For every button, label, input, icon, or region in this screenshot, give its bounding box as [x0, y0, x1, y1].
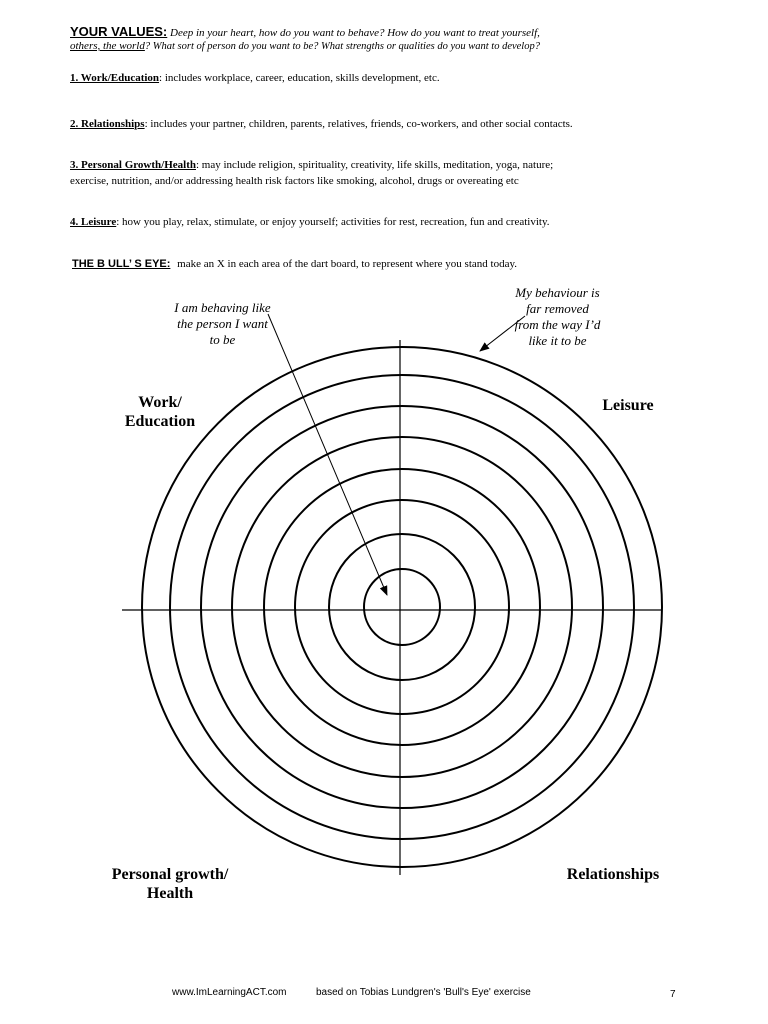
section-label: 2. Relationships: [70, 118, 145, 130]
quadrant-label-line: Leisure: [602, 397, 654, 414]
annotation-line: I am behaving like: [174, 300, 271, 315]
ring-3: [201, 406, 603, 808]
quadrant-label-line: Personal growth/: [111, 866, 229, 883]
values-question-1: Deep in your heart, how do you want to behave? How do you want to treat yourself,: [170, 27, 540, 39]
section-text-continued: exercise, nutrition, and/or addressing health risk factors like smoking, alcohol, drugs or overeating etc: [70, 175, 519, 187]
section-label: 4. Leisure: [70, 216, 117, 228]
outer-pointer-arrow: [480, 316, 525, 351]
ring-4: [232, 437, 572, 777]
footer-website: www.ImLearningACT.com: [172, 987, 287, 998]
bulls-eye-text: make an X in each area of the dart board, to represent where you stand today.: [177, 258, 517, 270]
footer-credit: based on Tobias Lundgren's 'Bull's Eye' exercise: [316, 987, 531, 998]
page-number: 7: [670, 989, 676, 1000]
annotation-line: like it to be: [528, 333, 587, 348]
quadrant-personal-growth: [90, 865, 250, 903]
center-pointer-arrow: [268, 314, 387, 595]
annotation-line: to be: [209, 332, 236, 347]
ring-7: [329, 534, 475, 680]
values-question-2-start: others, the world: [70, 40, 145, 52]
ring-1: [142, 347, 662, 867]
annotation-line: from the way I’d: [514, 317, 601, 332]
quadrant-label-line: Relationships: [566, 866, 660, 883]
annotation-line: My behaviour is: [515, 285, 600, 300]
ring-8: [364, 569, 440, 645]
section-text: : how you play, relax, stimulate, or enjoy yourself; activities for rest, recreation, fun and creativity.: [116, 216, 550, 228]
values-title: YOUR VALUES:: [70, 24, 168, 39]
ring-5: [264, 469, 540, 745]
section-label: 1. Work/Education: [70, 72, 160, 84]
bulls-eye-label: THE B ULL’ S EYE:: [72, 258, 171, 270]
quadrant-relationships: [553, 865, 673, 884]
quadrant-work-education: [100, 393, 220, 431]
annotation-line: the person I want: [177, 316, 268, 331]
quadrant-label-line: Education: [124, 413, 196, 430]
ring-6: [295, 500, 509, 714]
quadrant-label-line: Work/: [138, 394, 182, 411]
quadrant-label-line: Health: [146, 885, 194, 902]
ring-2: [170, 375, 634, 839]
section-text: : may include religion, spirituality, creativity, life skills, meditation, yoga, nature;: [195, 159, 554, 171]
quadrant-leisure: [580, 396, 676, 415]
section-label: 3. Personal Growth/Health: [70, 159, 196, 171]
section-text: : includes workplace, career, education, skills development, etc.: [159, 72, 440, 84]
annotation-line: far removed: [526, 301, 589, 316]
section-text: : includes your partner, children, parents, relatives, friends, co-workers, and other social contacts.: [144, 118, 573, 130]
values-question-2-rest: ? What sort of person do you want to be? What strengths or qualities do you want to develop?: [144, 41, 540, 52]
